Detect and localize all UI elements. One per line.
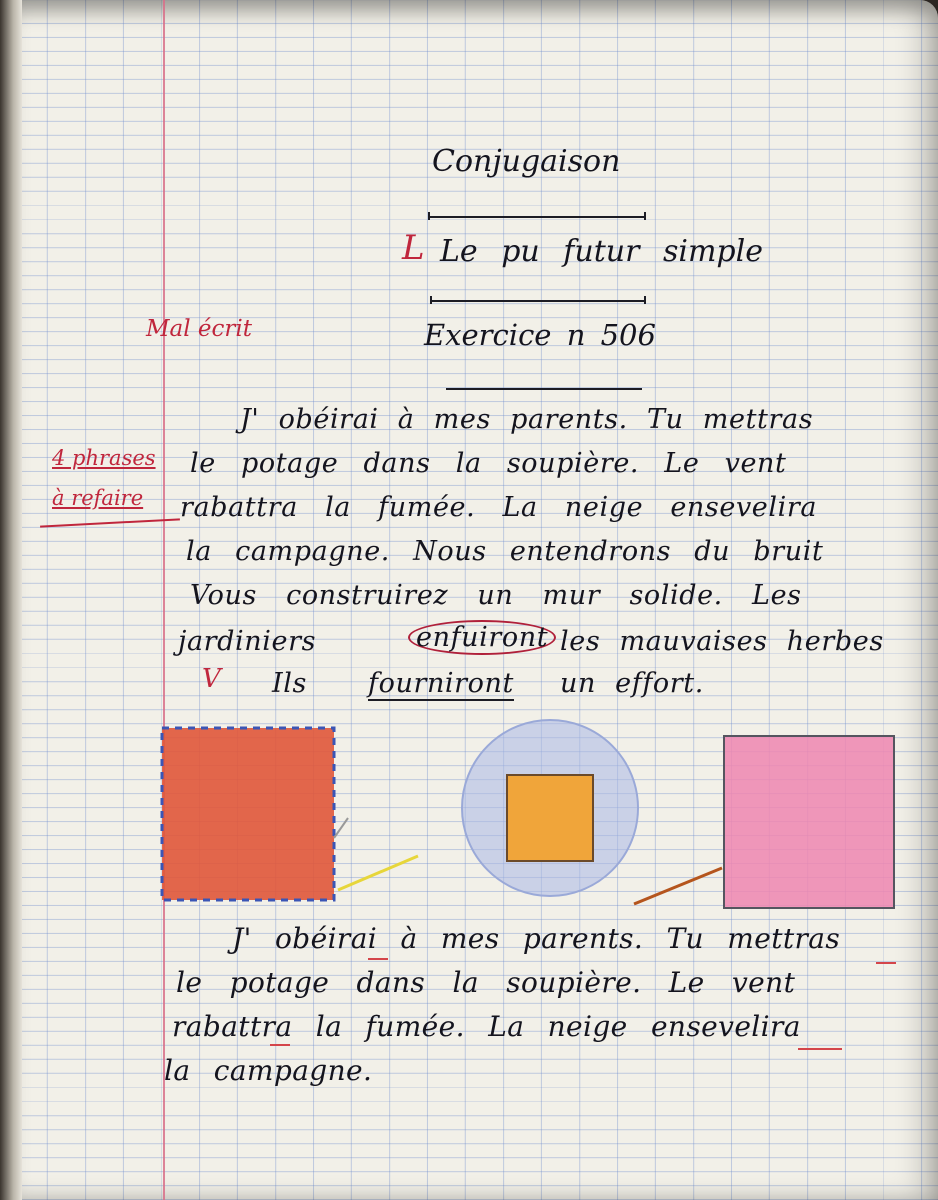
brown-stroke <box>634 868 722 904</box>
margin-note-a-refaire: à refaire <box>52 486 144 510</box>
heading-title: Conjugaison <box>432 144 621 179</box>
rule-tick <box>430 296 432 304</box>
exercise-line-4: la campagne. Nous entendrons du bruit <box>186 536 824 567</box>
exercise-line-3: rabattra la fumée. La neige ensevelira <box>180 492 818 523</box>
exercise-line-6-start: jardiniers <box>178 626 317 657</box>
exercise-line-7-end: un effort. <box>560 668 704 699</box>
exercise-line-1: J' obéirai à mes parents. Tu mettras <box>240 404 814 435</box>
correction-line-2: le potage dans la soupière. Le vent <box>176 966 796 999</box>
correction-line-1: J' obéirai à mes parents. Tu mettras <box>232 922 841 955</box>
pencil-drawings <box>150 718 910 918</box>
rule-tick <box>428 212 430 220</box>
red-underline <box>876 962 896 964</box>
heading-rule-1 <box>428 216 646 218</box>
margin-note-mal-ecrit: Mal écrit <box>146 316 253 342</box>
red-underline <box>368 958 388 960</box>
circled-word: enfuiront <box>408 620 556 655</box>
margin-note-phrases: 4 phrases <box>52 446 156 470</box>
exercise-title: Exercice n 506 <box>424 318 656 352</box>
margin-note-underline <box>40 518 180 527</box>
red-underline <box>270 1044 290 1046</box>
exercise-line-2: le potage dans la soupière. Le vent <box>190 448 787 479</box>
rule-tick <box>644 296 646 304</box>
orange-square <box>507 775 593 861</box>
notebook-spine <box>0 0 22 1200</box>
heading-rule-2 <box>430 300 646 302</box>
margin-line <box>163 0 165 1200</box>
exercise-line-6-end: les mauvaises herbes <box>560 626 884 657</box>
correction-line-4: la campagne. <box>164 1054 373 1087</box>
margin-mark-v: V <box>202 664 222 694</box>
grey-stroke <box>334 818 348 838</box>
exercise-line-7-start: Ils <box>272 668 307 699</box>
red-square <box>162 728 334 900</box>
underlined-verb: fourniront <box>368 668 514 699</box>
exercise-line-5: Vous construirez un mur solide. Les <box>190 580 802 611</box>
circled-verb-enfuiront <box>408 622 556 653</box>
exercise-line-7-verb <box>368 668 514 699</box>
yellow-stroke <box>338 856 418 890</box>
red-underline <box>798 1048 842 1050</box>
heading-rule-3 <box>446 388 642 390</box>
lesson-marker: L <box>402 228 425 268</box>
pink-square <box>724 736 894 908</box>
rule-tick <box>644 212 646 220</box>
lesson-title: Le pu futur simple <box>440 234 763 269</box>
correction-line-3: rabattra la fumée. La neige ensevelira <box>172 1010 801 1043</box>
